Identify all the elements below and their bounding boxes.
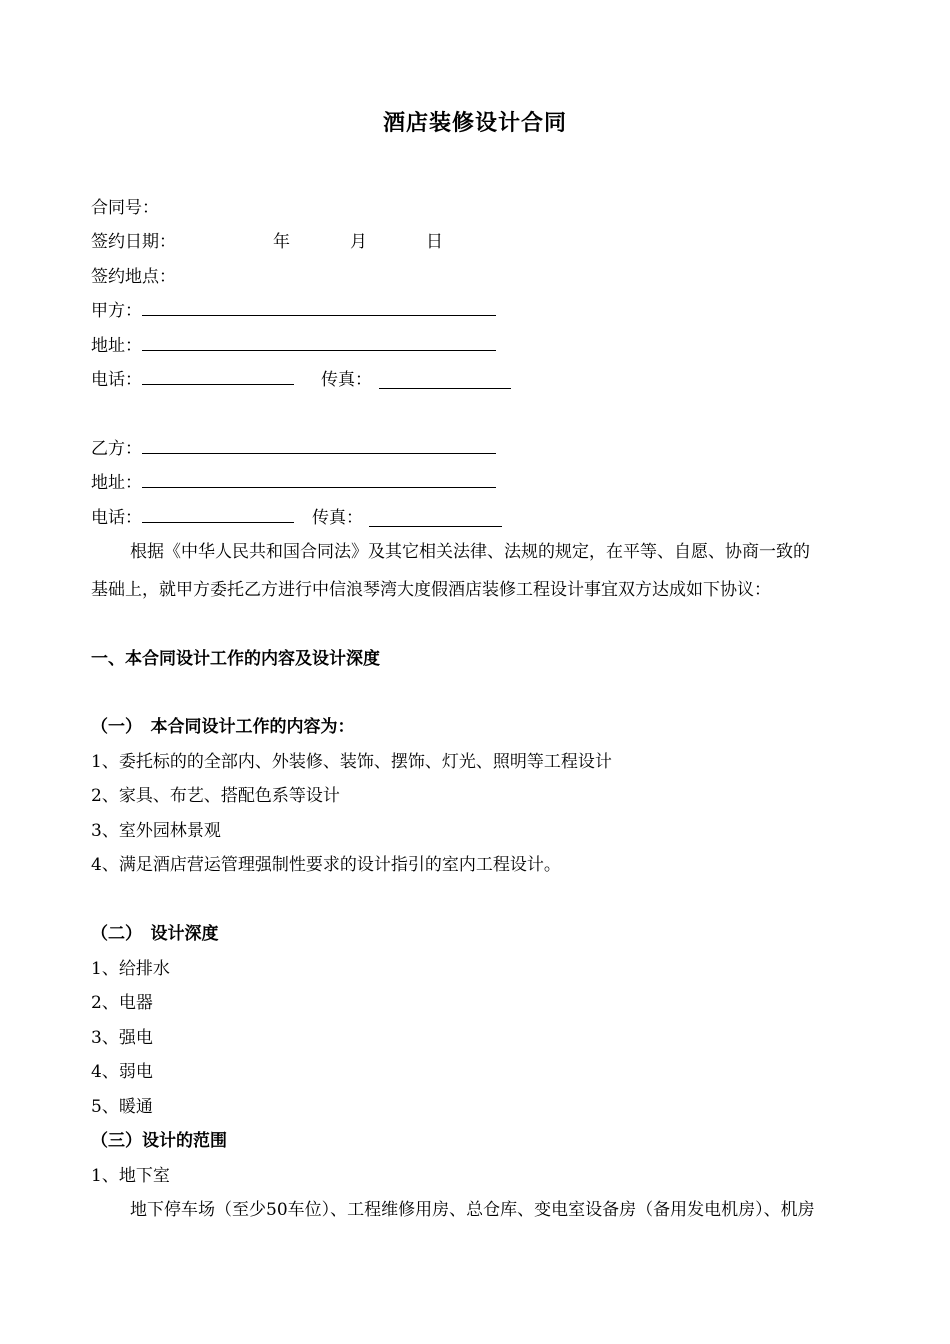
contract-no-label: 合同号：: [91, 198, 159, 218]
subsection-3-heading: （三）设计的范围: [91, 1131, 227, 1151]
month-label: 月: [350, 232, 367, 252]
subsection-2-heading: （二） 设计深度: [91, 924, 219, 944]
list-item: 5、暖通: [91, 1097, 153, 1117]
sign-date-line: [91, 230, 443, 254]
party-a-address-label: 地址：: [91, 336, 142, 356]
party-a-fax-label: 传真：: [321, 370, 372, 390]
subsection-1-heading: （一） 本合同设计工作的内容为：: [91, 717, 355, 737]
intro-line-1: 根据《中华人民共和国合同法》及其它相关法律、法规的规定，在平等、自愿、协商一致的: [130, 542, 810, 562]
party-b-contact-line: [91, 506, 363, 530]
scope-detail-line: 地下停车场（至少50车位）、工程维修用房、总仓库、变电室设备房（备用发电机房）、机房: [130, 1200, 815, 1220]
list-item: 1、地下室: [91, 1166, 170, 1186]
contract-no-line: [91, 196, 159, 220]
sign-place-label: 签约地点：: [91, 267, 176, 287]
party-a-name-label: 甲方：: [91, 301, 142, 321]
list-item: 4、满足酒店营运管理强制性要求的设计指引的室内工程设计。: [91, 855, 561, 875]
party-b-phone-label: 电话：: [91, 508, 142, 528]
party-a-name-line: [91, 299, 496, 323]
party-b-address-label: 地址：: [91, 473, 142, 493]
party-b-name-label: 乙方：: [91, 439, 142, 459]
list-item: 4、弱电: [91, 1062, 153, 1082]
party-a-name-field[interactable]: [142, 299, 496, 316]
party-b-name-field[interactable]: [142, 437, 496, 454]
list-item: 1、委托标的的全部内、外装修、装饰、摆饰、灯光、照明等工程设计: [91, 752, 612, 772]
party-b-fax-field[interactable]: [369, 510, 502, 527]
party-b-address-line: [91, 471, 496, 495]
party-b-fax-label: 传真：: [312, 508, 363, 528]
party-a-phone-label: 电话：: [91, 370, 142, 390]
party-a-address-field[interactable]: [142, 334, 496, 351]
party-a-fax-field[interactable]: [379, 372, 511, 389]
sign-place-line: [91, 265, 176, 289]
section-1-heading: 一、本合同设计工作的内容及设计深度: [91, 649, 380, 669]
party-b-name-line: [91, 437, 496, 461]
intro-line-2: 基础上，就甲方委托乙方进行中信浪琴湾大度假酒店装修工程设计事宜双方达成如下协议：: [91, 580, 771, 600]
list-item: 2、电器: [91, 993, 153, 1013]
list-item: 3、强电: [91, 1028, 153, 1048]
party-a-phone-field[interactable]: [142, 368, 294, 385]
document-title: 酒店装修设计合同: [382, 111, 567, 136]
sign-date-label: 签约日期：: [91, 232, 176, 252]
day-label: 日: [426, 232, 443, 252]
party-a-address-line: [91, 334, 496, 358]
list-item: 2、家具、布艺、搭配色系等设计: [91, 786, 340, 806]
year-label: 年: [273, 232, 290, 252]
list-item: 1、给排水: [91, 959, 170, 979]
list-item: 3、室外园林景观: [91, 821, 221, 841]
party-a-contact-line: [91, 368, 372, 392]
party-b-phone-field[interactable]: [142, 506, 294, 523]
party-b-address-field[interactable]: [142, 471, 496, 488]
